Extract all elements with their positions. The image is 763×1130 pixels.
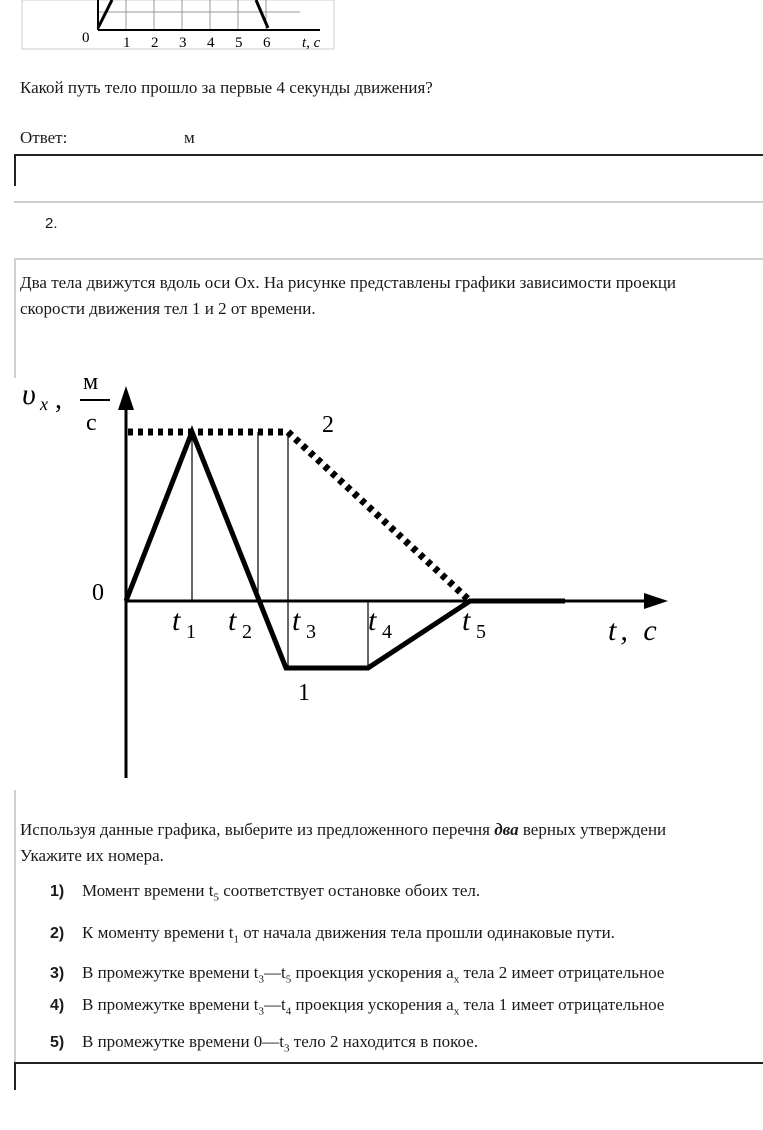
previous-task-graph [0, 0, 340, 52]
option-1-sub: 5 [213, 891, 219, 904]
option-3-text-b: —t [264, 963, 286, 982]
option-5[interactable] [50, 1032, 478, 1054]
option-3[interactable] [50, 963, 664, 985]
y-label-symbol: υ [22, 378, 36, 411]
y-label-subscript: x [40, 394, 48, 414]
option-3-text-a: В промежутке времени t [82, 963, 259, 982]
left-border-bottom [14, 1062, 16, 1090]
option-5-number: 5) [50, 1034, 65, 1051]
prev-tick-6: 6 [263, 35, 271, 51]
x-axis-arrow [644, 593, 668, 609]
prev-axis-label: t, c [302, 35, 321, 51]
prev-tick-5: 5 [235, 35, 243, 51]
t2-sub: 2 [242, 621, 252, 643]
option-4-sub-3: x [453, 1005, 460, 1018]
t4-label: t [368, 604, 377, 637]
series-label-1: 1 [298, 680, 310, 706]
series-label-2: 2 [322, 412, 334, 438]
t5-label: t [462, 604, 471, 637]
prev-tick-3: 3 [179, 35, 187, 51]
prev-tick-4: 4 [207, 35, 215, 51]
option-1-text-b: соответствует остановке обоих тел. [219, 881, 481, 900]
option-3-sub-1: 3 [258, 973, 265, 986]
question-2-text [20, 270, 676, 322]
t5-sub: 5 [476, 621, 486, 643]
option-3-text-c: проекция ускорения a [291, 963, 454, 982]
question-2-line-2: скорости движения тел 1 и 2 от времени. [20, 299, 316, 318]
option-1-number: 1) [50, 883, 65, 900]
task-number: 2. [45, 215, 58, 232]
t4-sub: 4 [382, 621, 392, 643]
answer-label: Ответ: [20, 128, 68, 147]
option-4-text-b: —t [264, 995, 286, 1014]
option-3-sub-2: 5 [285, 973, 292, 986]
t2-label: t [228, 604, 237, 637]
instructions-emphasis: два [494, 820, 519, 839]
option-3-sub-3: x [453, 973, 460, 986]
y-label-comma: , [55, 384, 62, 415]
t1-label: t [172, 604, 181, 637]
option-5-sub: 3 [284, 1042, 290, 1055]
prev-tick-2: 2 [151, 35, 159, 51]
option-4-text-a: В промежутке времени t [82, 995, 259, 1014]
origin-label: 0 [92, 580, 104, 606]
option-4-number: 4) [50, 997, 65, 1014]
question-2-instructions [20, 817, 666, 869]
option-2[interactable] [50, 923, 615, 945]
option-5-text-b: тело 2 находится в покое. [289, 1032, 479, 1051]
question-1-text: Какой путь тело прошло за первые 4 секунды движения? [20, 78, 433, 97]
prev-tick-1: 1 [123, 35, 131, 51]
series-body-2 [128, 432, 470, 601]
prev-tick-0: 0 [82, 30, 90, 46]
y-unit-denominator: с [86, 410, 97, 436]
instructions-line-1-c: верных утверждени [518, 820, 667, 839]
option-2-text-b: от начала движения тела прошли одинаковые пути. [238, 923, 615, 942]
option-4-text-d: тела 1 имеет отрицательное [459, 995, 665, 1014]
option-4-text-c: проекция ускорения a [291, 995, 454, 1014]
instructions-line-2: Укажите их номера. [20, 846, 164, 865]
t3-sub: 3 [306, 621, 316, 643]
option-1-text-a: Момент времени t [82, 881, 214, 900]
t1-sub: 1 [186, 621, 196, 643]
option-3-text-d: тела 2 имеет отрицательное [459, 963, 665, 982]
left-border-1 [14, 154, 16, 186]
bottom-rule [14, 1062, 763, 1064]
x-axis-label: t, c [608, 614, 661, 647]
option-1[interactable] [50, 881, 480, 903]
y-axis-arrow [118, 386, 134, 410]
option-4-sub-1: 3 [258, 1005, 265, 1018]
answer-unit: м [184, 128, 195, 147]
option-5-text-a: В промежутке времени 0—t [82, 1032, 285, 1051]
y-unit-numerator: м [83, 369, 99, 395]
question-2-top-border [14, 258, 763, 260]
option-2-sub: 1 [233, 933, 239, 946]
option-3-number: 3) [50, 965, 65, 982]
block-divider [14, 201, 763, 203]
question-2-lower-left-border [14, 790, 16, 1062]
velocity-graph [0, 360, 700, 790]
answer-underline [14, 154, 763, 156]
instructions-line-1-a: Используя данные графика, выберите из предложенного перечня [20, 820, 495, 839]
instructions-line-1 [20, 817, 666, 843]
option-4-sub-2: 4 [285, 1005, 292, 1018]
t3-label: t [292, 604, 301, 637]
option-4[interactable] [50, 995, 664, 1017]
question-2-line-1: Два тела движутся вдоль оси Ox. На рисунке представлены графики зависимости проекци [20, 273, 677, 292]
option-2-number: 2) [50, 925, 65, 942]
option-2-text-a: К моменту времени t [82, 923, 234, 942]
